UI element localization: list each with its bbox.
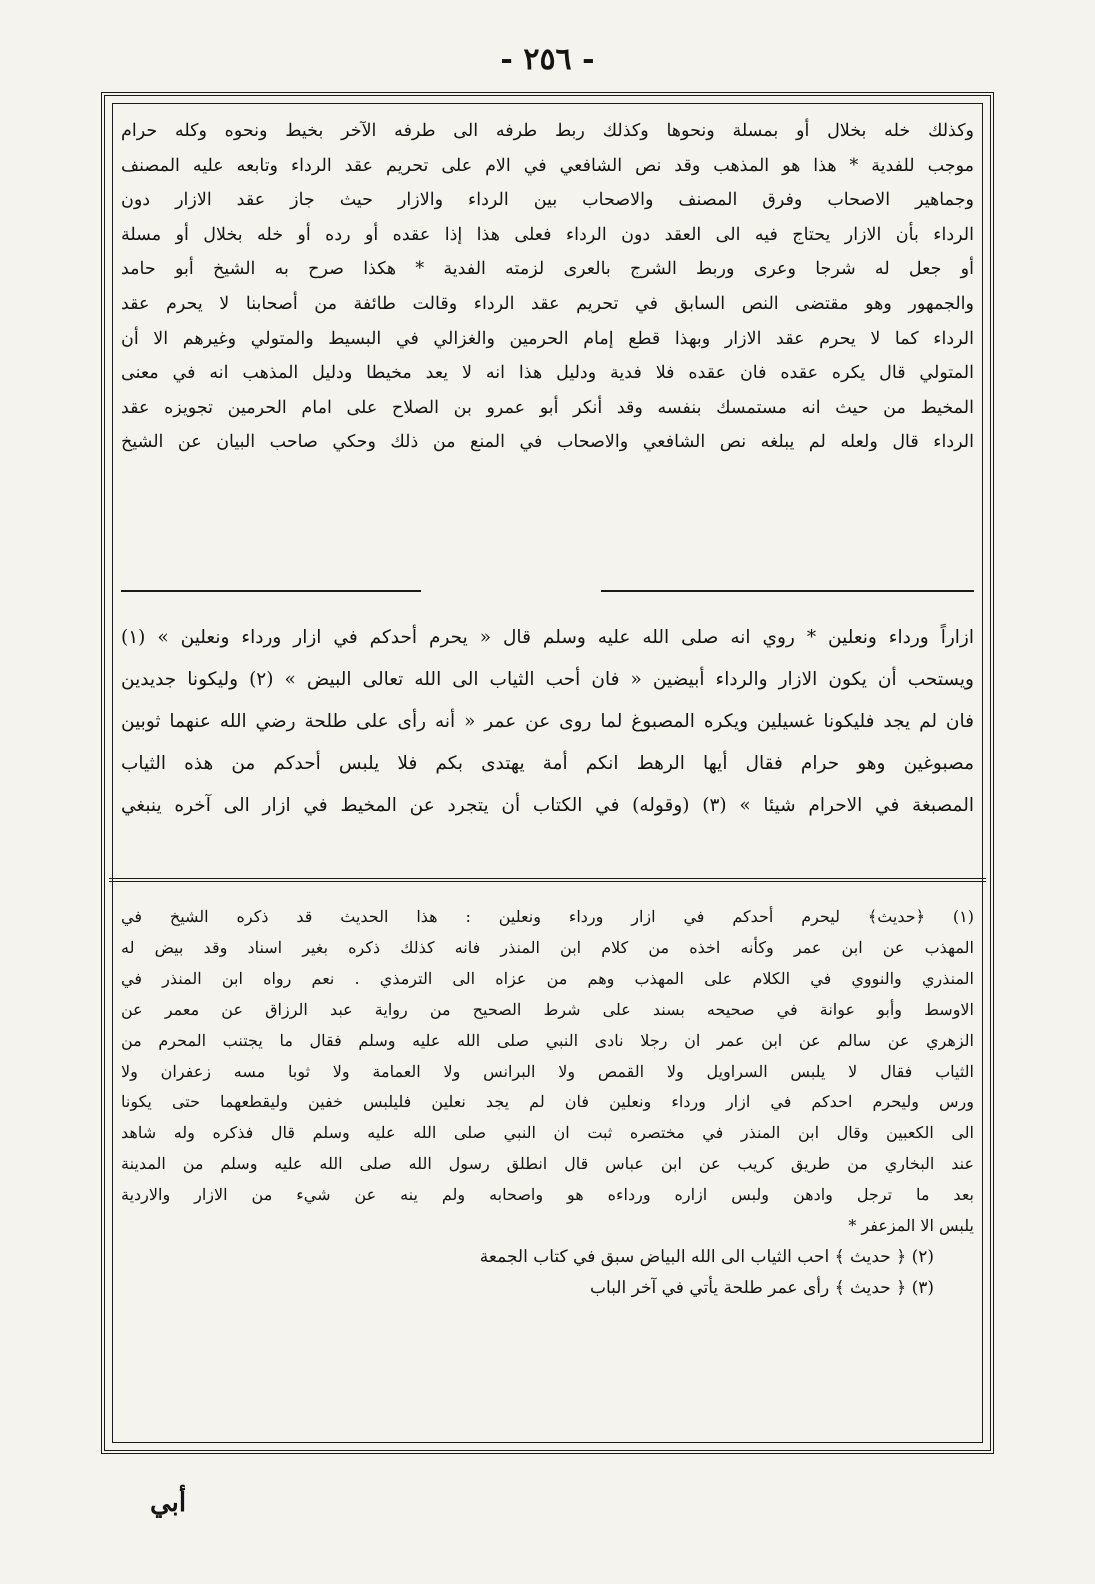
commentary-line: المخيط من حيث انه مستمسك بنفسه وقد أنكر أبو عمرو بن الصلاح على امام الحرمين تجويزه عقد — [121, 397, 974, 418]
main-text-line: ويستحب أن يكون الازار والرداء أبيضين « فان أحب الثياب الى الله تعالى البيض » (٢) وليكونا جديدين — [121, 669, 974, 690]
footnote-line: عند البخاري من طريق كريب عن ابن عباس قال انطلق رسول الله صلى الله عليه وسلم من المدينة — [121, 1154, 974, 1174]
footnote-line: المهذب عن ابن عمر وكأنه اخذه من كلام ابن المنذر فانه كذلك ذكره بغير اسناد وقد بيض له — [121, 937, 974, 957]
footnotes — [121, 902, 974, 1304]
commentary-line: الرداء كما لا يحرم عقد الازار وبهذا قطع إمام الحرمين والغزالي في البسيط والمتولي وغيرهم الا أن — [121, 328, 974, 349]
footnote-line: الزهري عن سالم عن ابن عمر ان رجلا نادى النبي صلى الله عليه وسلم فقال ما يجتنب المحرم من — [121, 1030, 974, 1050]
footnote-line: بعد ما ترجل وادهن ولبس ازاره ورداءه هو واصحابه ولم ينه عن شيء من الازار والاردية — [121, 1185, 974, 1205]
footnote-line: الاوسط وأبو عوانة في صحيحه بسند على شرط الصحيح من رواية عبد الرزاق عن معمر عن — [121, 999, 974, 1019]
footnote-line: (١) ﴿حديث﴾ ليحرم أحدكم في ازار ورداء ونعلين : هذا الحديث قد ذكره الشيخ في — [121, 907, 974, 926]
commentary-line: وجماهير الاصحاب وفرق المصنف والاصحاب بين الرداء والازار حيث جاز عقد الازار دون — [121, 190, 974, 211]
commentary-line: أو جعل له شرجا وعرى وربط الشرج بالعرى لزمته الفدية * هكذا صرح به الشيخ أبو حامد — [121, 259, 974, 280]
footnote-divider — [109, 878, 986, 882]
footnote-item: (٣) ﴿ حديث ﴾ رأى عمر طلحة يأتي في آخر الباب — [589, 1277, 934, 1298]
section-divider-right — [601, 590, 974, 592]
footnote-line: الثياب فقال لا يلبس السراويل ولا القمص ولا البرانس ولا العمامة ولا ثوبا مسه زعفران ولا — [121, 1061, 974, 1081]
page-number: - ٢٥٦ - — [500, 42, 595, 77]
commentary-line: الرداء قال ولعله لم يبلغه نص الشافعي والاصحاب في المنع من ذلك وحكي صاحب البيان عن الشيخ — [121, 432, 974, 453]
commentary-line: الرداء بأن الازار يحتاج فيه الى العقد دون الرداء فعلى هذا إذا عقده أو رده أو خله بخلال أو مسلة — [121, 224, 974, 245]
commentary-line: موجب للفدية * هذا هو المذهب وقد نص الشافعي في الام على تحريم عقد الرداء وتابعه عليه المصنف — [121, 155, 974, 176]
main-text — [121, 617, 974, 827]
main-text-line: ازاراً ورداء ونعلين * روي انه صلى الله عليه وسلم قال « يحرم أحدكم في ازار ورداء ونعلين » (١) — [121, 627, 974, 648]
footnote-item: (٢) ﴿ حديث ﴾ احب الثياب الى الله البياض سبق في كتاب الجمعة — [479, 1246, 934, 1267]
catchword: أبي — [150, 1488, 187, 1518]
section-divider-left — [121, 590, 421, 592]
page-frame — [101, 92, 994, 1454]
footnote-line: الى الكعبين وقال ابن المنذر في مختصره ثبت ان النبي صلى الله عليه وسلم قال فذكره وله شاهد — [121, 1123, 974, 1143]
commentary-line: وكذلك خله بخلال أو بمسلة ونحوها وكذلك ربط طرفه الى طرفه الآخر بخيط ونحوه وكله حرام — [121, 121, 974, 141]
commentary-text — [121, 114, 974, 460]
footnote-line: المنذري والنووي في الكلام على المهذب وهم من عزاه الى الترمذي . نعم رواه ابن المنذر في — [121, 968, 974, 988]
footnote-line: ورس وليحرم احدكم في ازار ورداء ونعلين فان لم يجد نعلين فليلبس خفين وليقطعهما حتى يكونا — [121, 1092, 974, 1112]
main-text-line: مصبوغين وهو حرام فقال أيها الرهط انكم أمة يهتدى بكم فلا يلبس أحدكم من هذه الثياب — [121, 753, 974, 774]
main-text-line: فان لم يجد فليكونا غسيلين ويكره المصبوغ لما روى عن عمر « أنه رأى على طلحة رضي الله عنهما ثوبين — [121, 711, 974, 732]
main-text-line: المصبغة في الاحرام شيئا » (٣) (وقوله) في الكتاب أن يتجرد عن المخيط في ازار الى آخره ينبغي — [121, 795, 974, 816]
commentary-line: المتولي قال يكره عقده فان عقده فلا فدية ودليل هذا انه لا يعد مخيطا ودليل المذهب انه في معنى — [121, 363, 974, 384]
commentary-line: والجمهور وهو مقتضى النص السابق في تحريم عقد الرداء وقالت طائفة من أصحابنا لا يحرم عقد — [121, 293, 974, 314]
footnote-line: يلبس الا المزعفر * — [848, 1216, 974, 1236]
